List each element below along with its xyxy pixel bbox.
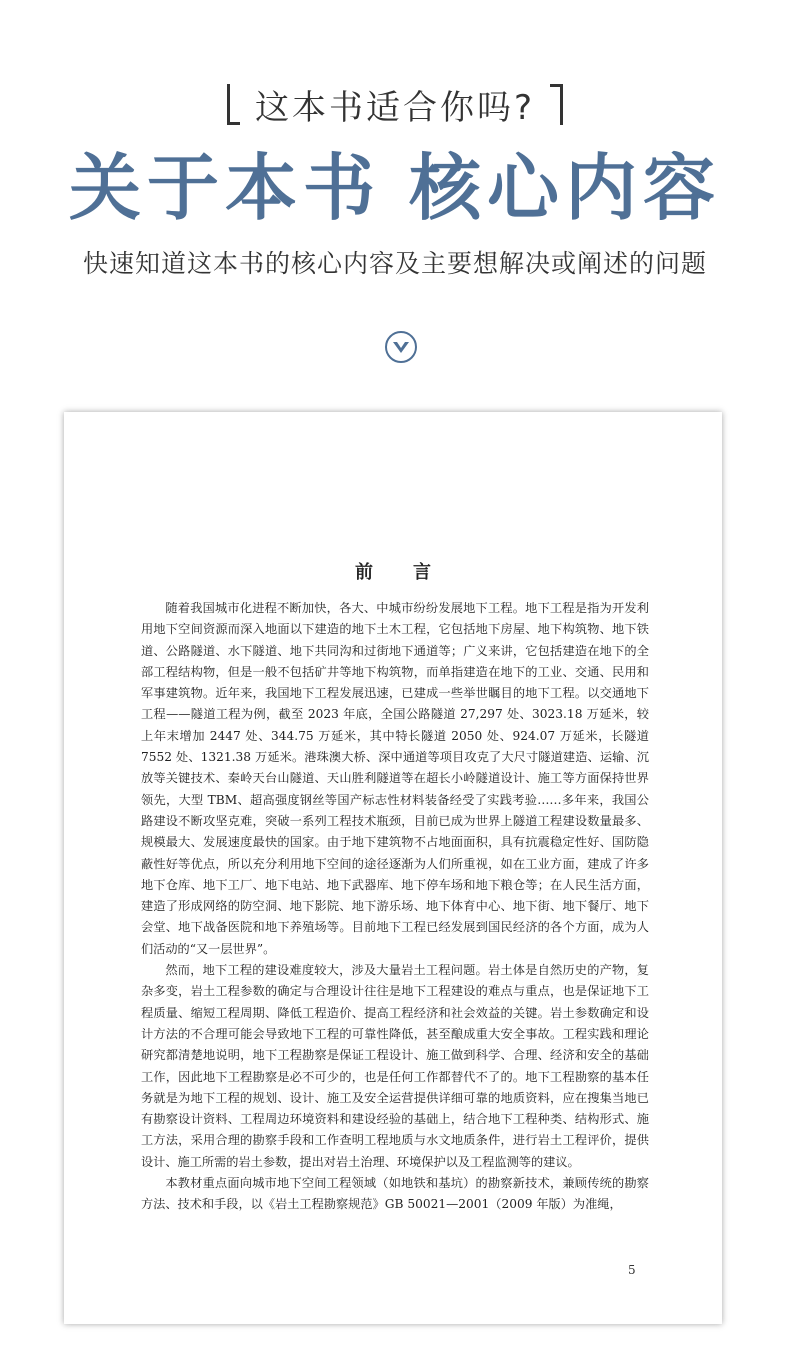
preface-paragraph: 随着我国城市化进程不断加快，各大、中城市纷纷发展地下工程。地下工程是指为开发利用地下空间资源而深入地面以下建造的地下土木工程，它包括地下房屋、地下构筑物、地下铁道、公路隧道、水下隧道、地下共同沟和过街地下通道等；广义来讲，它包括建造在地下的全部工程结构物，但是一般不包括矿井等地下构筑物，而单指建造在地下的工业、交通、民用和军事建筑物。近年来，我国地下工程发展迅速，已建成一些举世瞩目的地下工程。以交通地下工程——隧道工程为例，截至 2023 年底，全国公路隧道 27,297 处、3023.18 万延米，较上年末增加 2447 处、344.75 万延米，其中特长隧道 2050 处、924.07 万延米，长隧道 7552 处、1321.38 万延米。港珠澳大桥、深中通道等项目攻克了大尺寸隧道建造、运输、沉放等关键技术、秦岭天台山隧道、天山胜利隧道等在超长小岭隧道设计、施工等方面保持世界领先，大型 TBM、超高强度钢丝等国产标志性材料装备经受了实践考验……多年来，我国公路建设不断攻坚克难，突破一系列工程技术瓶颈，目前已成为世界上隧道工程建设数量最多、规模最大、发展速度最快的国家。由于地下建筑物不占地面面积，具有抗震稳定性好、国防隐蔽性好等优点，所以充分利用地下空间的途径逐渐为人们所重视，如在工业方面，建成了许多地下仓库、地下工厂、地下电站、地下武器库、地下停车场和地下粮仓等；在人民生活方面，建造了形成网络的防空洞、地下影院、地下游乐场、地下体育中心、地下街、地下餐厅、地下会堂、地下战备医院和地下养殖场等。目前地下工程已经发展到国民经济的各个方面，成为人们活动的“又一层世界”。 (141, 601, 649, 956)
right-bracket-icon (550, 84, 563, 125)
page-subtitle: 快速知道这本书的核心内容及主要想解决或阐述的问题 (82, 249, 707, 278)
page-number: 5 (628, 1263, 636, 1277)
preface-heading: 前言 (355, 562, 471, 583)
preface-paragraph: 本教材重点面向城市地下空间工程领域（如地铁和基坑）的勘察新技术，兼顾传统的勘察方法、技术和手段，以《岩土工程勘察规范》GB 50021—2001（2009 年版）为准绳， (141, 1176, 649, 1212)
kicker-text: 这本书适合你吗? (254, 88, 536, 128)
headline-left: 关于本书 (68, 145, 381, 230)
headline-right: 核心内容 (409, 145, 722, 230)
page-headline (0, 140, 790, 236)
preface-body (141, 598, 649, 1216)
preface-paragraph: 然而，地下工程的建设难度较大，涉及大量岩土工程问题。岩土体是自然历史的产物，复杂多变，岩土工程参数的确定与合理设计往往是地下工程建设的难点与重点，也是保证地下工程质量、缩短工程周期、降低工程造价、提高工程经济和社会效益的关键。岩土参数确定和设计方法的不合理可能会导致地下工程的可靠性降低，甚至酿成重大安全事故。工程实践和理论研究都清楚地说明，地下工程勘察是保证工程设计、施工做到科学、合理、经济和安全的基础工作，因此地下工程勘察是必不可少的，也是任何工作都替代不了的。地下工程勘察的基本任务就是为地下工程的规划、设计、施工及安全运营提供详细可靠的地质资料，应在搜集当地已有勘察设计资料、工程周边环境资料和建设经验的基础上，结合地下工程种类、结构形式、施工方法，采用合理的勘察手段和工作查明工程地质与水文地质条件，进行岩土工程评价，提供设计、施工所需的岩土参数，提出对岩土治理、环境保护以及工程监测等的建议。 (141, 963, 649, 1169)
section-kicker (0, 80, 790, 130)
chevron-down-circle-icon[interactable] (384, 330, 418, 364)
left-bracket-icon (227, 84, 240, 125)
book-page-preview (64, 412, 722, 1324)
